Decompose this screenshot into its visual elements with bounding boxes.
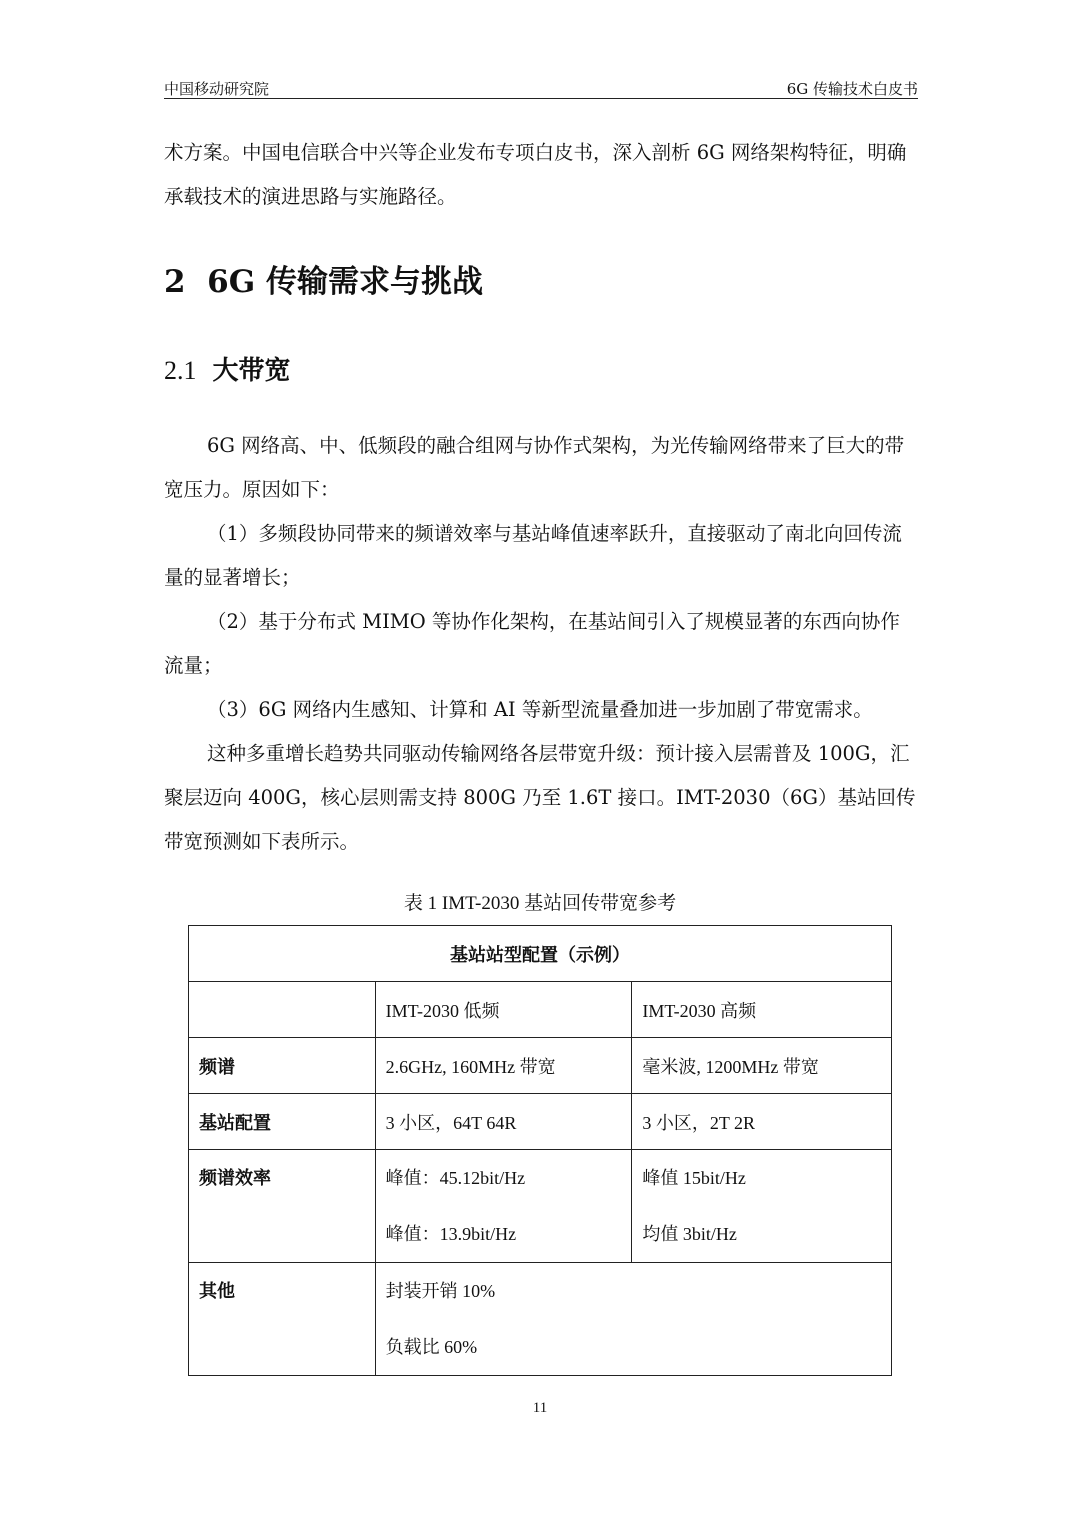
table-column-row bbox=[189, 982, 892, 1038]
cell-line: 均值 3bit/Hz bbox=[642, 1224, 737, 1244]
cell-line: 峰值：13.9bit/Hz bbox=[385, 1224, 517, 1244]
table-row bbox=[189, 1263, 892, 1376]
body-text bbox=[164, 424, 918, 864]
cell-line: 峰值：45.12bit/Hz bbox=[385, 1168, 526, 1188]
table-cell: 3 小区，2T 2R bbox=[632, 1094, 892, 1150]
body-paragraph: 这种多重增长趋势共同驱动传输网络各层带宽升级：预计接入层需普及 100G，汇聚层迈向 400G，核心层则需支持 800G 乃至 1.6T 接口。IMT-2030（6G）基站回传带宽预测如下表所示。 bbox=[164, 742, 916, 853]
table-row bbox=[189, 1150, 892, 1263]
table-row bbox=[189, 1038, 892, 1094]
cell-line: 封装开销 10% bbox=[385, 1281, 496, 1301]
table-header-cell: 基站站型配置（示例） bbox=[189, 926, 892, 982]
table-cell: 2.6GHz, 160MHz 带宽 bbox=[375, 1038, 632, 1094]
table-header-row bbox=[189, 926, 892, 982]
list-item: （2）基于分布式 MIMO 等协作化架构，在基站间引入了规模显著的东西向协作流量； bbox=[164, 610, 900, 677]
list-item: （3）6G 网络内生感知、计算和 AI 等新型流量叠加进一步加剧了带宽需求。 bbox=[207, 698, 873, 721]
section-heading: 2 6G 传输需求与挑战 bbox=[164, 264, 483, 300]
list-item: （1）多频段协同带来的频谱效率与基站峰值速率跃升，直接驱动了南北向回传流量的显著增长； bbox=[164, 522, 902, 589]
table-cell: 毫米波, 1200MHz 带宽 bbox=[632, 1038, 892, 1094]
table-empty-cell bbox=[189, 982, 376, 1038]
table-cell: 3 小区，64T 64R bbox=[375, 1094, 632, 1150]
table-cell bbox=[632, 1150, 892, 1263]
column-high-frequency: IMT-2030 高频 bbox=[632, 982, 892, 1038]
intro-paragraph: 术方案。中国电信联合中兴等企业发布专项白皮书，深入剖析 6G 网络架构特征，明确承载技术的演进思路与实施路径。 bbox=[164, 141, 907, 208]
subsection-heading bbox=[164, 350, 291, 387]
page-header bbox=[164, 74, 918, 99]
column-low-frequency: IMT-2030 低频 bbox=[375, 982, 632, 1038]
row-label-text: 其他 bbox=[199, 1281, 235, 1301]
table-cell bbox=[375, 1150, 632, 1263]
row-label: 频谱 bbox=[189, 1038, 376, 1094]
page-number: 11 bbox=[532, 1400, 548, 1416]
row-label bbox=[189, 1150, 376, 1263]
table-cell bbox=[375, 1263, 891, 1376]
table-caption: 表 1 IMT-2030 基站回传带宽参考 bbox=[403, 893, 677, 914]
bandwidth-table bbox=[188, 925, 892, 1376]
cell-line: 负载比 60% bbox=[385, 1337, 478, 1357]
header-organization: 中国移动研究院 bbox=[164, 80, 270, 98]
header-document-title: 6G 传输技术白皮书 bbox=[786, 80, 918, 98]
subsection-title: 大带宽 bbox=[212, 356, 291, 386]
subsection-number: 2.1 bbox=[164, 356, 197, 385]
cell-line: 峰值 15bit/Hz bbox=[642, 1168, 746, 1188]
body-paragraph: 6G 网络高、中、低频段的融合组网与协作式架构，为光传输网络带来了巨大的带宽压力。原因如下： bbox=[164, 434, 905, 501]
table-row bbox=[189, 1094, 892, 1150]
row-label: 基站配置 bbox=[189, 1094, 376, 1150]
row-label bbox=[189, 1263, 376, 1376]
row-label-text: 频谱效率 bbox=[199, 1168, 271, 1188]
